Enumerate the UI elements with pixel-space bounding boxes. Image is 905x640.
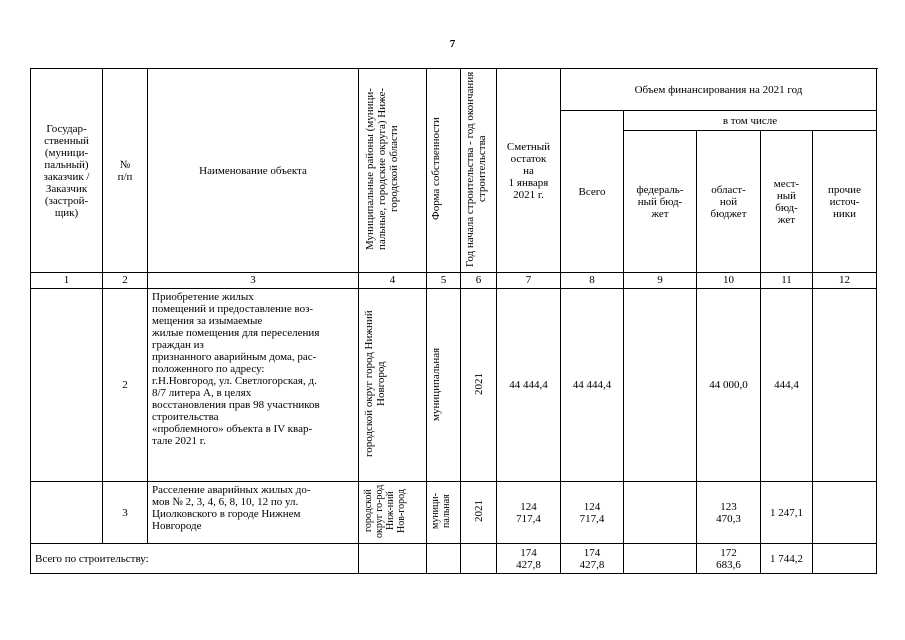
cell-object: Расселение аварийных жилых до- мов № 2, 3, 4, 6, 8, 10, 12 по ул. Циолковского в городе Нижнем Новгороде xyxy=(148,482,359,544)
table-row xyxy=(31,289,877,482)
col-number: 8 xyxy=(561,273,624,289)
header-remainder: Сметный остаток на 1 января 2021 г. xyxy=(497,69,561,273)
cell-empty xyxy=(813,544,877,574)
cell-ownership: муниципальная xyxy=(427,289,461,482)
col-number: 10 xyxy=(697,273,761,289)
col-number: 5 xyxy=(427,273,461,289)
cell-empty xyxy=(624,544,697,574)
header-local: мест- ный бюд- жет xyxy=(761,131,813,273)
header-federal: федераль- ный бюд- жет xyxy=(624,131,697,273)
cell-object: Приобретение жилых помещений и предоставление воз- мещения за изымаемые жилые помещения для переселения граждан из признанного аварийным дома, рас- положенного по адресу: г.Н.Новгород, ул. Светлогорская, д. 8/7 литера А, в целях восстановления прав 98 участников строительства «проблемного» объекта в IV квар- тале 2021 г. xyxy=(148,289,359,482)
cell-empty xyxy=(359,544,427,574)
cell-empty xyxy=(427,544,461,574)
totals-remainder: 174 427,8 xyxy=(497,544,561,574)
header-total: Всего xyxy=(561,111,624,273)
header-ownership: Форма собственности xyxy=(427,69,461,273)
header-years: Год начала строительства - год окончания строительства xyxy=(461,69,497,273)
col-number: 7 xyxy=(497,273,561,289)
totals-label: Всего по строительству: xyxy=(31,544,359,574)
cell-other xyxy=(813,289,877,482)
cell-federal xyxy=(624,482,697,544)
cell-other xyxy=(813,482,877,544)
cell-remainder: 124 717,4 xyxy=(497,482,561,544)
col-number: 3 xyxy=(148,273,359,289)
col-number: 9 xyxy=(624,273,697,289)
page-number: 7 xyxy=(449,38,456,50)
cell-local: 444,4 xyxy=(761,289,813,482)
cell-regional: 44 000,0 xyxy=(697,289,761,482)
col-number: 2 xyxy=(103,273,148,289)
col-number: 1 xyxy=(31,273,103,289)
cell-total: 124 717,4 xyxy=(561,482,624,544)
cell-federal xyxy=(624,289,697,482)
header-customer: Государ- ственный (муници- пальный) заказчик / Заказчик (застрой- щик) xyxy=(31,69,103,273)
header-object-name: Наименование объекта xyxy=(148,69,359,273)
header-num: № п/п xyxy=(103,69,148,273)
cell-years: 2021 xyxy=(461,482,497,544)
header-districts: Муниципальные районы (муници-пальные, городские округа) Ниже-городской области xyxy=(359,69,427,273)
col-number: 12 xyxy=(813,273,877,289)
col-number: 11 xyxy=(761,273,813,289)
cell-district: городской округ город Нижний Новгород xyxy=(359,289,427,482)
cell-total: 44 444,4 xyxy=(561,289,624,482)
totals-row xyxy=(31,544,877,574)
cell-local: 1 247,1 xyxy=(761,482,813,544)
column-number-row xyxy=(31,273,877,289)
header-including: в том числе xyxy=(624,111,877,131)
cell-empty xyxy=(461,544,497,574)
cell-remainder: 44 444,4 xyxy=(497,289,561,482)
header-other: прочие источ- ники xyxy=(813,131,877,273)
cell-num: 2 xyxy=(103,289,148,482)
col-number: 4 xyxy=(359,273,427,289)
cell-district: городской округ го-род Ниж-ний Нов-город xyxy=(359,482,427,544)
totals-local: 1 744,2 xyxy=(761,544,813,574)
construction-financing-table xyxy=(30,68,877,574)
cell-num: 3 xyxy=(103,482,148,544)
cell-years: 2021 xyxy=(461,289,497,482)
cell-customer xyxy=(31,289,103,482)
col-number: 6 xyxy=(461,273,497,289)
totals-total: 174 427,8 xyxy=(561,544,624,574)
cell-regional: 123 470,3 xyxy=(697,482,761,544)
table-row xyxy=(31,482,877,544)
header-funding: Объем финансирования на 2021 год xyxy=(561,69,877,111)
header-regional: област- ной бюджет xyxy=(697,131,761,273)
cell-customer xyxy=(31,482,103,544)
cell-ownership: муници-пальная xyxy=(427,482,461,544)
totals-regional: 172 683,6 xyxy=(697,544,761,574)
